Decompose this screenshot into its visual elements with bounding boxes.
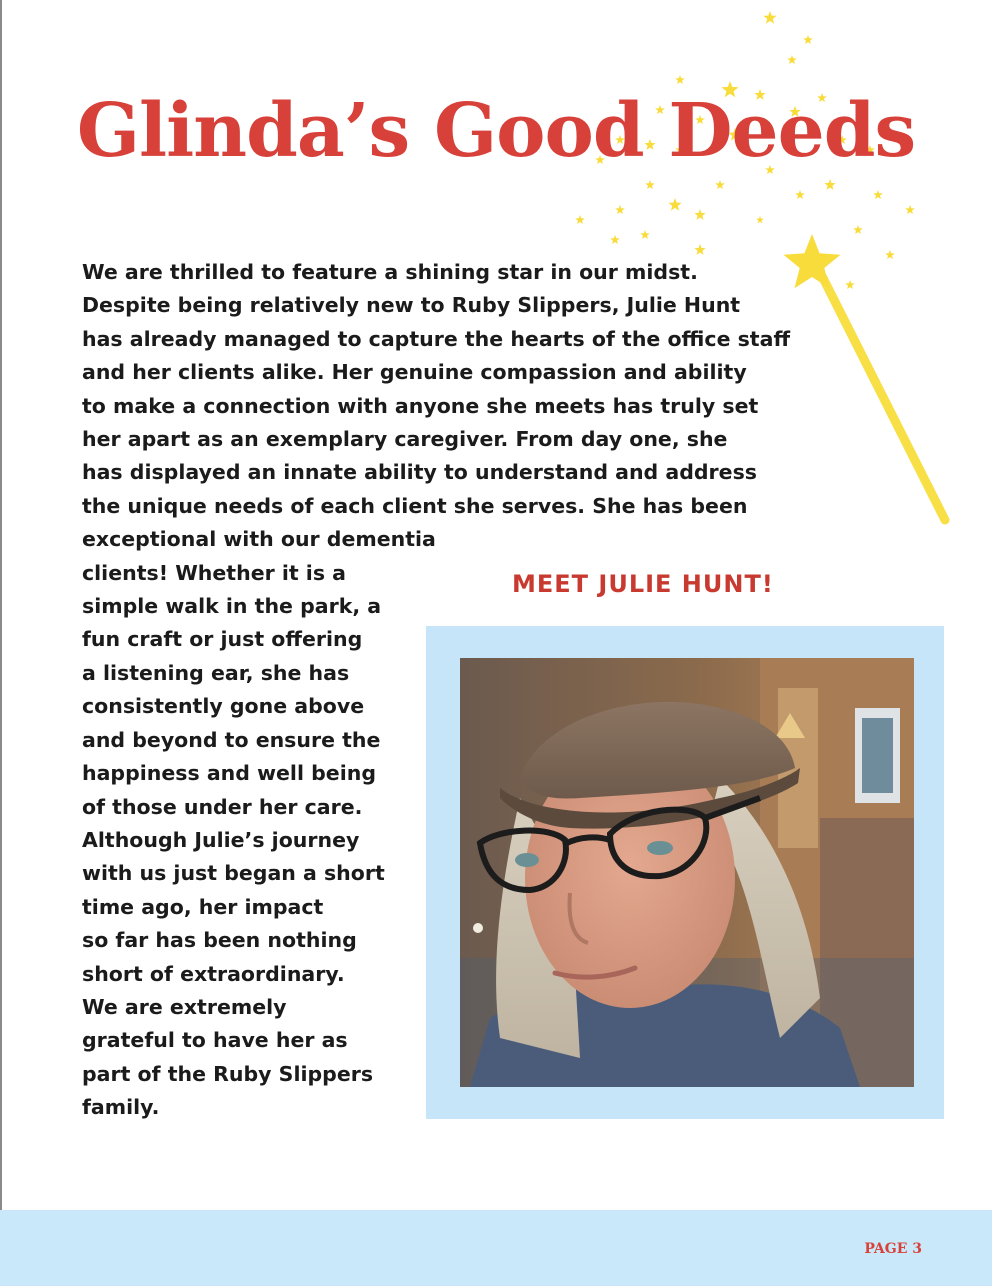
body-line: exceptional with our dementia <box>82 527 436 552</box>
body-line: has already managed to capture the hearts of the office staff <box>82 326 791 351</box>
body-line: simple walk in the park, a <box>82 594 382 619</box>
body-line: Despite being relatively new to Ruby Slippers, Julie Hunt <box>82 293 741 318</box>
sparkle-star-icon <box>803 35 813 44</box>
sparkle-star-icon <box>668 198 681 211</box>
sparkle-star-icon <box>905 205 915 214</box>
body-line: Although Julie’s journey <box>82 827 360 852</box>
sparkle-star-icon <box>615 205 625 214</box>
body-line: part of the Ruby Slippers <box>82 1061 374 1086</box>
sparkle-star-icon <box>824 179 835 190</box>
sparkle-star-icon <box>645 180 655 189</box>
body-line: has displayed an innate ability to understand and address <box>82 460 757 485</box>
body-line: to make a connection with anyone she meets has truly set <box>82 393 759 418</box>
sparkle-star-icon <box>873 190 883 199</box>
body-line: of those under her care. <box>82 794 363 819</box>
sparkle-star-icon <box>787 55 797 64</box>
body-line: fun craft or just offering <box>82 627 363 652</box>
page-footer <box>0 1210 992 1286</box>
body-line: so far has been nothing <box>82 928 357 953</box>
sparkle-star-icon <box>694 209 705 220</box>
sparkle-star-icon <box>694 244 705 255</box>
article-body <box>82 256 822 1125</box>
body-line: and her clients alike. Her genuine compassion and ability <box>82 360 747 385</box>
body-line: happiness and well being <box>82 761 376 786</box>
sparkle-star-icon <box>845 280 855 289</box>
sparkle-star-icon <box>715 180 725 189</box>
sparkle-star-icon <box>675 75 685 84</box>
page-number: PAGE 3 <box>864 1241 922 1257</box>
sparkle-star-icon <box>795 190 805 199</box>
sparkle-star-icon <box>853 225 863 234</box>
body-line: and beyond to ensure the <box>82 727 381 752</box>
body-line: clients! Whether it is a <box>82 560 347 585</box>
body-line: short of extraordinary. <box>82 961 345 986</box>
photo-caption: MEET JULIE HUNT! <box>512 570 774 598</box>
body-line: a listening ear, she has <box>82 660 350 685</box>
page-title: Glinda’s Good Deeds <box>76 88 916 174</box>
sparkle-star-icon <box>885 250 895 259</box>
sparkle-star-icon <box>763 11 776 24</box>
body-line: the unique needs of each client she serves. She has been <box>82 493 748 518</box>
body-line: time ago, her impact <box>82 894 324 919</box>
body-line: with us just began a short <box>82 861 385 886</box>
sparkle-star-icon <box>575 215 585 224</box>
sparkle-star-icon <box>610 235 620 244</box>
body-line: We are thrilled to feature a shining star in our midst. <box>82 260 698 284</box>
page-edge-rule <box>0 0 2 1210</box>
sparkle-star-icon <box>756 216 764 223</box>
body-line: We are extremely <box>82 994 287 1019</box>
body-line: family. <box>82 1095 160 1120</box>
body-line: her apart as an exemplary caregiver. From day one, she <box>82 427 728 452</box>
body-line: consistently gone above <box>82 694 365 719</box>
sparkle-star-icon <box>640 230 650 239</box>
body-line: grateful to have her as <box>82 1028 348 1053</box>
